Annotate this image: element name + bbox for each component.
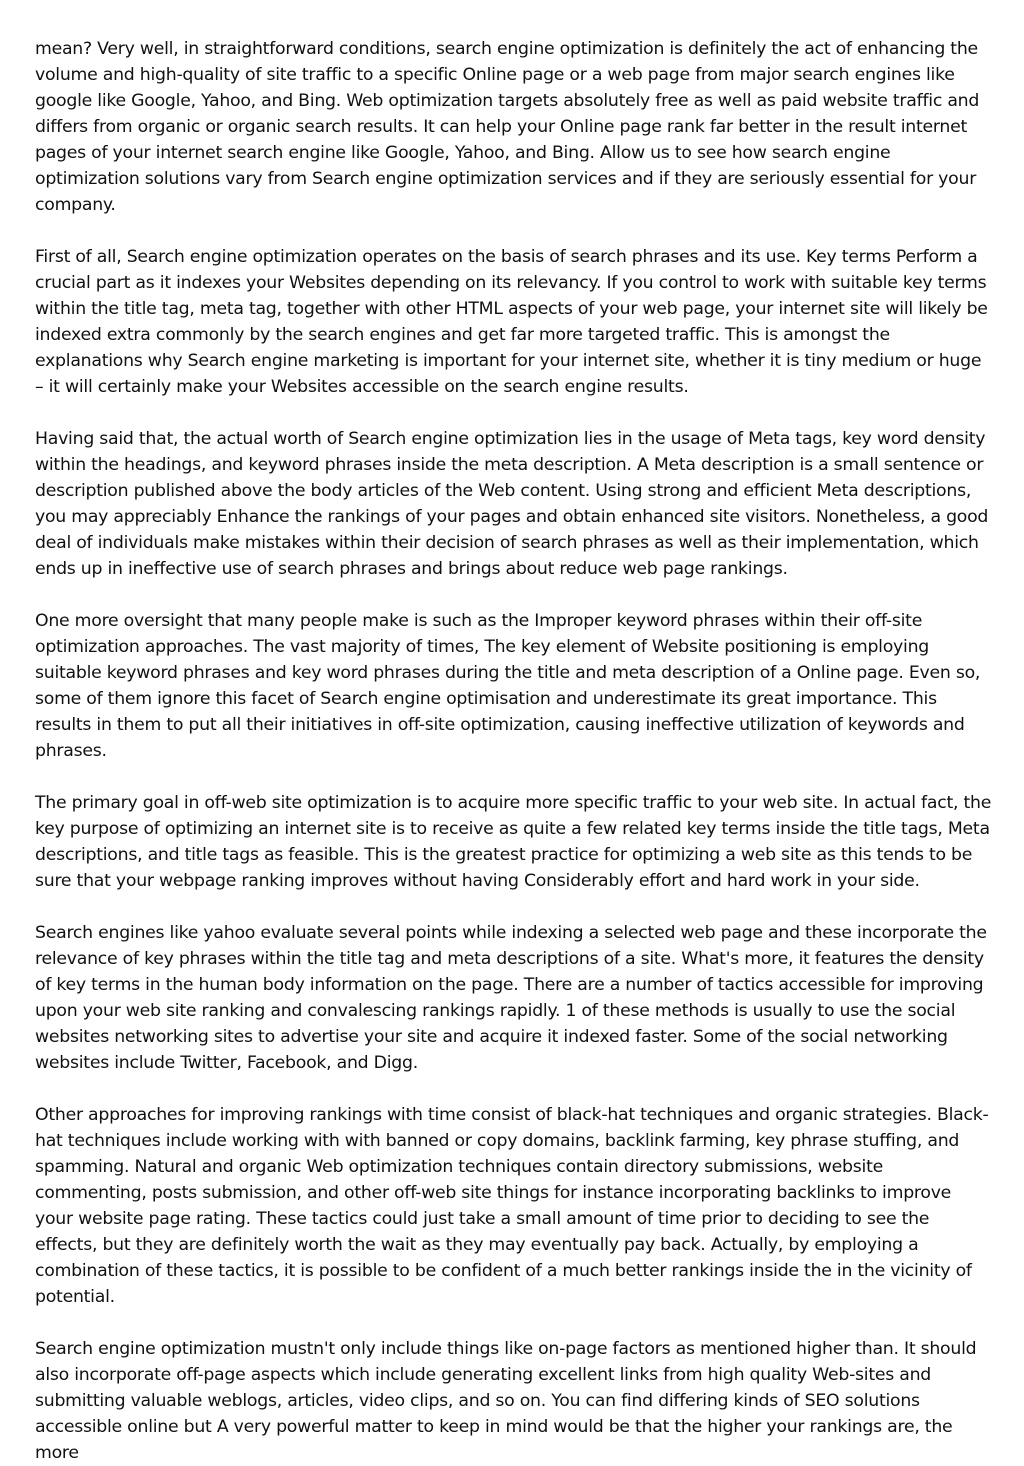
paragraph-8: Search engine optimization mustn't only include things like on-page factors as mentioned higher than. It should also incorporate off-page aspects which include generating excellent links from high quality Web-sites and submitting valuable weblogs, articles, video clips, and so on. You can find differing kinds of SEO solutions accessible online but A very powerful matter to keep in mind would be that the higher your rankings are, the more: [35, 1339, 977, 1463]
paragraph-3: Having said that, the actual worth of Search engine optimization lies in the usage of Meta tags, key word density within the headings, and keyword phrases inside the meta description. A Meta description is a small sentence or description published above the body articles of the Web content. Using strong and efficient Meta descriptions, you may appreciably Enhance the rankings of your pages and obtain enhanced site visitors. Nonetheless, a good deal of individuals make mistakes within their decision of search phrases as well as their implementation, which ends up in ineffective use of search phrases and brings about reduce web page rankings.: [35, 429, 989, 579]
paragraph-2: First of all, Search engine optimization operates on the basis of search phrases and its use. Key terms Perform a crucial part as it indexes your Websites depending on its relevancy. If you control to work with suitable key terms within the title tag, meta tag, together with other HTML aspects of your web page, your internet site will likely be indexed extra commonly by the search engines and get far more targeted traffic. This is amongst the explanations why Search engine marketing is important for your internet site, whether it is tiny medium or huge – it will certainly make your Websites accessible on the search engine results.: [35, 247, 988, 397]
document-body: [35, 36, 993, 1466]
paragraph-1: mean? Very well, in straightforward conditions, search engine optimization is definitely the act of enhancing the volume and high-quality of site traffic to a specific Online page or a web page from major search engines like google like Google, Yahoo, and Bing. Web optimization targets absolutely free as well as paid website traffic and differs from organic or organic search results. It can help your Online page rank far better in the result internet pages of your internet search engine like Google, Yahoo, and Bing. Allow us to see how search engine optimization solutions vary from Search engine optimization services and if they are seriously essential for your company.: [35, 39, 980, 215]
paragraph-5: The primary goal in off-web site optimization is to acquire more specific traffic to your web site. In actual fact, the key purpose of optimizing an internet site is to receive as quite a few related key terms inside the title tags, Meta descriptions, and title tags as feasible. This is the greatest practice for optimizing a web site as this tends to be sure that your webpage ranking improves without having Considerably effort and hard work in your side.: [35, 793, 992, 891]
paragraph-6: Search engines like yahoo evaluate several points while indexing a selected web page and these incorporate the relevance of key phrases within the title tag and meta descriptions of a site. What's more, it features the density of key terms in the human body information on the page. There are a number of tactics accessible for improving upon your web site ranking and convalescing rankings rapidly. 1 of these methods is usually to use the social websites networking sites to advertise your site and acquire it indexed faster. Some of the social networking websites include Twitter, Facebook, and Digg.: [35, 923, 987, 1073]
paragraph-4: One more oversight that many people make is such as the Improper keyword phrases within their off-site optimization approaches. The vast majority of times, The key element of Website positioning is employing suitable keyword phrases and key word phrases during the title and meta description of a Online page. Even so, some of them ignore this facet of Search engine optimisation and underestimate its great importance. This results in them to put all their initiatives in off-site optimization, causing ineffective utilization of keywords and phrases.: [35, 611, 981, 761]
paragraph-7: Other approaches for improving rankings with time consist of black-hat techniques and organic strategies. Black-hat techniques include working with with banned or copy domains, backlink farming, key phrase stuffing, and spamming. Natural and organic Web optimization techniques contain directory submissions, website commenting, posts submission, and other off-web site things for instance incorporating backlinks to improve your website page rating. These tactics could just take a small amount of time prior to deciding to see the effects, but they are definitely worth the wait as they may eventually pay back. Actually, by employing a combination of these tactics, it is possible to be confident of a much better rankings inside the in the vicinity of potential.: [35, 1105, 989, 1307]
